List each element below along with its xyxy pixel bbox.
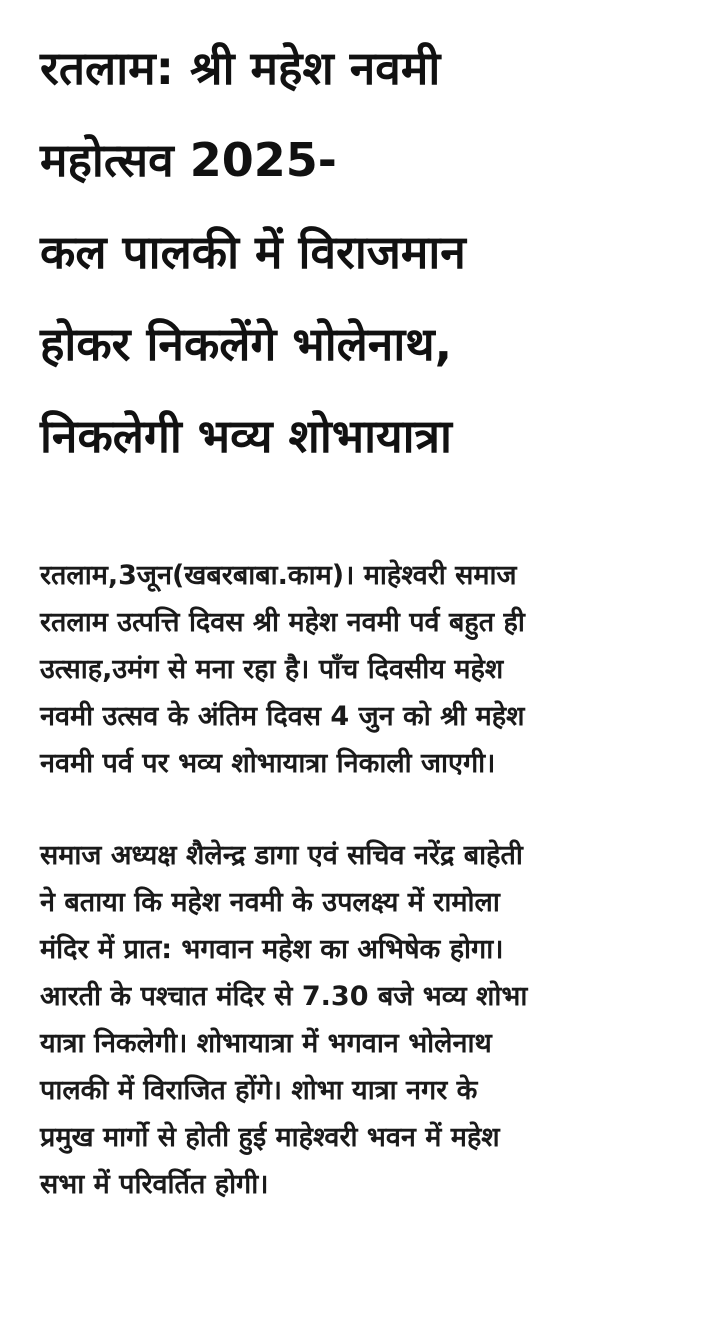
paragraph-line: यात्रा निकलेगी। शोभायात्रा में भगवान भोलेनाथ: [40, 1028, 492, 1059]
body-paragraph-2: [40, 832, 690, 1208]
body-paragraph-1: [40, 552, 690, 787]
paragraph-line: मंदिर में प्रात: भगवान महेश का अभिषेक होगा।: [40, 934, 504, 965]
paragraph-line: नवमी पर्व पर भव्य शोभायात्रा निकाली जाएगी।: [40, 748, 496, 779]
paragraph-line: रतलाम उत्पत्ति दिवस श्री महेश नवमी पर्व बहुत ही: [40, 607, 525, 638]
headline-line: होकर निकलेंगे भोलेनाथ,: [40, 317, 453, 371]
article: [40, 22, 690, 1208]
headline-line: महोत्सव 2025-: [40, 133, 337, 187]
paragraph-line: सभा में परिवर्तित होगी।: [40, 1169, 269, 1200]
paragraph-line: रतलाम,3जून(खबरबाबा.काम)। माहेश्वरी समाज: [40, 560, 517, 591]
paragraph-line: उत्साह,उमंग से मना रहा है। पाँच दिवसीय महेश: [40, 654, 504, 685]
paragraph-line: नवमी उत्सव के अंतिम दिवस 4 जुन को श्री महेश: [40, 701, 525, 732]
headline: [40, 22, 690, 482]
paragraph-line: आरती के पश्चात मंदिर से 7.30 बजे भव्य शोभा: [40, 981, 528, 1012]
headline-line: रतलाम: श्री महेश नवमी: [40, 41, 441, 95]
paragraph-line: प्रमुख मार्गो से होती हुई माहेश्वरी भवन में महेश: [40, 1122, 500, 1153]
paragraph-line: पालकी में विराजित होंगे। शोभा यात्रा नगर के: [40, 1075, 478, 1106]
paragraph-line: समाज अध्यक्ष शैलेन्द्र डागा एवं सचिव नरेंद्र बाहेती: [40, 840, 523, 871]
headline-line: कल पालकी में विराजमान: [40, 225, 466, 279]
headline-line: निकलेगी भव्य शोभायात्रा: [40, 409, 452, 463]
paragraph-line: ने बताया कि महेश नवमी के उपलक्ष्य में रामोला: [40, 887, 500, 918]
